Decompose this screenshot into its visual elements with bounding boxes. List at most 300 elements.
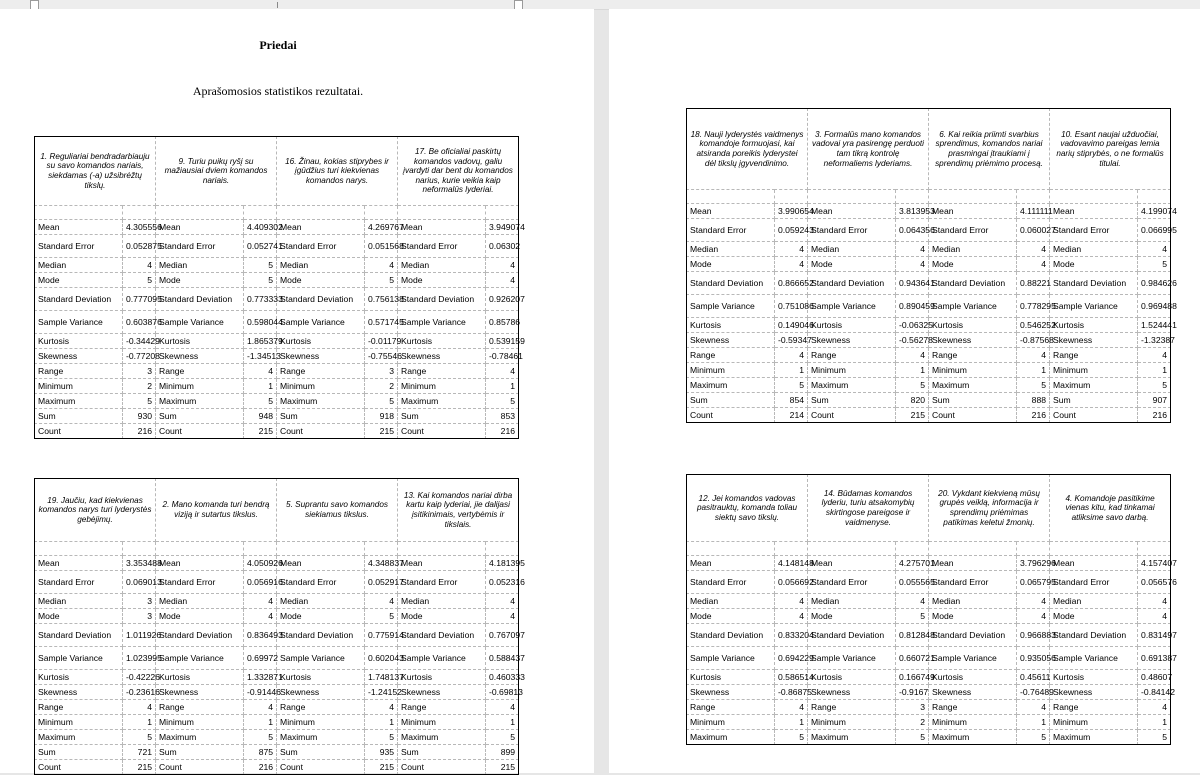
stat-value-cell: 0.598044 [244, 311, 277, 334]
stat-label-cell: Sample Variance [398, 647, 486, 670]
empty-cell [775, 190, 808, 204]
table-row [687, 393, 1171, 408]
stat-value-cell: 4 [365, 258, 398, 273]
column-header: 14. Būdamas komandos lyderiu, turiu atsakomybių skirtingose pareigose ir vaidmenyse. [808, 475, 929, 542]
stat-label-cell: Range [35, 364, 123, 379]
stat-label-cell: Maximum [808, 378, 896, 393]
stat-label-cell: Minimum [277, 379, 365, 394]
stat-value-cell: 4 [1017, 609, 1050, 624]
stat-value-cell: 907 [1138, 393, 1171, 408]
stat-value-cell: 0.056916 [244, 571, 277, 594]
stat-label-cell: Standard Error [35, 571, 123, 594]
stat-value-cell: 930 [123, 409, 156, 424]
stat-label-cell: Kurtosis [398, 670, 486, 685]
table-row [687, 348, 1171, 363]
stat-value-cell: 0.065795 [1017, 571, 1050, 594]
column-header: 16. Žinau, kokias stiprybes ir įgūdžius turi kiekvienas komandos narys. [277, 137, 398, 206]
stat-value-cell: 216 [1017, 408, 1050, 423]
stat-label-cell: Range [929, 700, 1017, 715]
empty-cell [123, 542, 156, 556]
table-row [687, 378, 1171, 393]
stat-label-cell: Minimum [398, 379, 486, 394]
table-header-row [35, 137, 519, 206]
stat-value-cell: 1 [775, 363, 808, 378]
empty-cell [277, 206, 365, 220]
stat-label-cell: Sum [1050, 393, 1138, 408]
stat-label-cell: Mean [929, 204, 1017, 219]
stat-label-cell: Sample Variance [398, 311, 486, 334]
table-spacer-row [687, 542, 1171, 556]
stat-label-cell: Standard Deviation [156, 288, 244, 311]
table-header-row [35, 479, 519, 542]
stat-value-cell: 4 [123, 258, 156, 273]
document-page-2 [609, 9, 1200, 773]
stat-label-cell: Mean [687, 556, 775, 571]
stat-label-cell: Skewness [687, 333, 775, 348]
stat-value-cell: 948 [244, 409, 277, 424]
stat-value-cell: 1 [896, 363, 929, 378]
stat-label-cell: Maximum [1050, 378, 1138, 393]
stat-label-cell: Maximum [929, 730, 1017, 745]
stat-label-cell: Standard Error [687, 571, 775, 594]
empty-cell [244, 206, 277, 220]
stat-label-cell: Sum [156, 409, 244, 424]
stat-label-cell: Mean [156, 220, 244, 235]
stat-label-cell: Minimum [156, 715, 244, 730]
stat-label-cell: Sample Variance [277, 311, 365, 334]
stat-value-cell: 0.06302 [486, 235, 519, 258]
stat-label-cell: Mean [277, 220, 365, 235]
stat-value-cell: 5 [486, 394, 519, 409]
stat-value-cell: 5 [896, 730, 929, 745]
stat-value-cell: 215 [365, 424, 398, 439]
empty-cell [896, 542, 929, 556]
stat-value-cell: 4 [1138, 242, 1171, 257]
stat-label-cell: Sample Variance [929, 295, 1017, 318]
stat-label-cell: Sample Variance [1050, 647, 1138, 670]
tab-stop-marker [277, 2, 278, 8]
stat-label-cell: Maximum [687, 730, 775, 745]
table-spacer-row [687, 190, 1171, 204]
stat-value-cell: 1.748137 [365, 670, 398, 685]
column-header: 20. Vykdant kiekvieną mūsų grupės veiklą, informacija ir sprendimų priėmimas patikimas keletui žmonių. [929, 475, 1050, 542]
stat-label-cell: Minimum [35, 715, 123, 730]
stat-value-cell: -1.32387 [1138, 333, 1171, 348]
empty-cell [687, 542, 775, 556]
stat-value-cell: 4 [1138, 594, 1171, 609]
stat-value-cell: 2 [896, 715, 929, 730]
stat-label-cell: Sum [398, 409, 486, 424]
stat-value-cell: 1 [1017, 363, 1050, 378]
table-row [35, 571, 519, 594]
stat-value-cell: 5 [896, 378, 929, 393]
stat-value-cell: 216 [123, 424, 156, 439]
stat-value-cell: 0.571745 [365, 311, 398, 334]
stat-value-cell: 4 [1138, 348, 1171, 363]
stat-value-cell: 216 [244, 760, 277, 775]
stat-value-cell: 4 [486, 700, 519, 715]
stat-value-cell: 3 [123, 609, 156, 624]
stat-label-cell: Standard Deviation [398, 624, 486, 647]
table-row [35, 685, 519, 700]
stat-value-cell: 0.056692 [775, 571, 808, 594]
stat-label-cell: Sample Variance [35, 311, 123, 334]
stat-value-cell: 0.890459 [896, 295, 929, 318]
stat-label-cell: Range [687, 348, 775, 363]
stat-value-cell: -0.34429 [123, 334, 156, 349]
stat-label-cell: Count [277, 424, 365, 439]
stat-label-cell: Kurtosis [156, 334, 244, 349]
stat-label-cell: Standard Deviation [687, 272, 775, 295]
stat-label-cell: Kurtosis [35, 334, 123, 349]
table-row [35, 745, 519, 760]
stat-label-cell: Skewness [1050, 685, 1138, 700]
table-row [35, 715, 519, 730]
stat-value-cell: 1 [244, 715, 277, 730]
stat-value-cell: 4 [244, 609, 277, 624]
column-header: 10. Esant naujai užduočiai, vadovavimo pareigas lemia narių stiprybės, o ne formalūs titulai. [1050, 109, 1171, 190]
stat-label-cell: Maximum [156, 730, 244, 745]
column-header: 12. Jei komandos vadovas pasitrauktų, komanda toliau siektų savo tikslų. [687, 475, 808, 542]
stat-value-cell: -0.69813 [486, 685, 519, 700]
empty-cell [808, 542, 896, 556]
stat-value-cell: 215 [123, 760, 156, 775]
stat-label-cell: Count [35, 760, 123, 775]
stat-label-cell: Skewness [929, 685, 1017, 700]
stat-label-cell: Median [929, 242, 1017, 257]
stat-value-cell: 2 [123, 379, 156, 394]
stat-label-cell: Count [398, 760, 486, 775]
stat-value-cell: 4 [486, 364, 519, 379]
stat-label-cell: Mode [687, 609, 775, 624]
stat-value-cell: 5 [244, 730, 277, 745]
table-row [35, 409, 519, 424]
stat-value-cell: 5 [244, 273, 277, 288]
stat-label-cell: Standard Error [277, 571, 365, 594]
empty-cell [244, 542, 277, 556]
stat-label-cell: Kurtosis [687, 670, 775, 685]
stat-label-cell: Count [808, 408, 896, 423]
stat-value-cell: -0.77208 [123, 349, 156, 364]
stat-label-cell: Standard Deviation [808, 624, 896, 647]
table-row [35, 220, 519, 235]
stat-label-cell: Minimum [929, 715, 1017, 730]
stat-label-cell: Mode [398, 609, 486, 624]
stat-value-cell: 0.546252 [1017, 318, 1050, 333]
stat-value-cell: 0.588437 [486, 647, 519, 670]
empty-cell [398, 542, 486, 556]
stat-label-cell: Range [929, 348, 1017, 363]
stat-label-cell: Median [687, 594, 775, 609]
stat-label-cell: Standard Error [1050, 571, 1138, 594]
stat-value-cell: -0.23616 [123, 685, 156, 700]
stat-label-cell: Sum [35, 745, 123, 760]
stat-value-cell: 1.524441 [1138, 318, 1171, 333]
stat-label-cell: Sum [687, 393, 775, 408]
stat-label-cell: Mean [35, 220, 123, 235]
stat-value-cell: 4.409302 [244, 220, 277, 235]
stat-value-cell: 0.866652 [775, 272, 808, 295]
stat-value-cell: -0.56278 [896, 333, 929, 348]
empty-cell [896, 190, 929, 204]
stat-value-cell: 4 [775, 594, 808, 609]
table-row [687, 571, 1171, 594]
stat-label-cell: Mode [808, 609, 896, 624]
stat-label-cell: Sum [35, 409, 123, 424]
stat-label-cell: Sample Variance [277, 647, 365, 670]
stat-value-cell: 1 [123, 715, 156, 730]
stat-label-cell: Range [808, 700, 896, 715]
stat-value-cell: 1.023995 [123, 647, 156, 670]
stat-value-cell: 1.332871 [244, 670, 277, 685]
stat-label-cell: Kurtosis [277, 334, 365, 349]
table-row [687, 318, 1171, 333]
stat-label-cell: Minimum [929, 363, 1017, 378]
stat-label-cell: Range [156, 700, 244, 715]
stat-value-cell: 5 [486, 730, 519, 745]
stat-label-cell: Mean [1050, 204, 1138, 219]
stat-value-cell: 0.966883 [1017, 624, 1050, 647]
stat-value-cell: 4 [1138, 700, 1171, 715]
stat-value-cell: 0.069013 [123, 571, 156, 594]
stat-value-cell: 1.865379 [244, 334, 277, 349]
column-header: 6. Kai reikia priimti svarbius sprendimus, komandos nariai prasmingai įtraukiami į sprendimų priėmimo procesą. [929, 109, 1050, 190]
stat-value-cell: 216 [1138, 408, 1171, 423]
stat-value-cell: 5 [244, 258, 277, 273]
stat-label-cell: Mean [398, 220, 486, 235]
stat-label-cell: Mode [929, 609, 1017, 624]
stat-value-cell: 0.602043 [365, 647, 398, 670]
stat-value-cell: -0.06325 [896, 318, 929, 333]
stat-label-cell: Count [929, 408, 1017, 423]
stat-label-cell: Sample Variance [156, 647, 244, 670]
table-row [687, 272, 1171, 295]
stat-value-cell: 3.353488 [123, 556, 156, 571]
stat-label-cell: Median [398, 594, 486, 609]
stat-label-cell: Standard Error [398, 235, 486, 258]
stat-value-cell: 4 [1017, 700, 1050, 715]
stat-label-cell: Sample Variance [929, 647, 1017, 670]
table-header-row [687, 109, 1171, 190]
stat-label-cell: Skewness [277, 685, 365, 700]
column-header: 9. Turiu puikų ryšį su mažiausiai dviem komandos nariais. [156, 137, 277, 206]
table-row [687, 715, 1171, 730]
table-row [35, 394, 519, 409]
stat-value-cell: 0.935056 [1017, 647, 1050, 670]
stat-label-cell: Mode [1050, 609, 1138, 624]
stat-value-cell: 3.949074 [486, 220, 519, 235]
stat-value-cell: 5 [365, 609, 398, 624]
empty-cell [687, 190, 775, 204]
stat-label-cell: Mode [929, 257, 1017, 272]
empty-cell [775, 542, 808, 556]
stat-value-cell: 3.813953 [896, 204, 929, 219]
column-header: 17. Be oficialiai paskirtų komandos vadovų, galiu įvardyti dar bent du komandos narius, kurie veikia kaip neformalūs lyderiai. [398, 137, 519, 206]
column-header: 1. Reguliariai bendradarbiauju su savo komandos nariais, siekdamas (-a) užsibrėžtų tikslų. [35, 137, 156, 206]
stat-label-cell: Standard Deviation [277, 624, 365, 647]
stat-label-cell: Maximum [35, 730, 123, 745]
stat-label-cell: Kurtosis [35, 670, 123, 685]
stat-value-cell: 0.943641 [896, 272, 929, 295]
stat-value-cell: 5 [1138, 730, 1171, 745]
stat-value-cell: 0.69972 [244, 647, 277, 670]
stat-label-cell: Standard Error [1050, 219, 1138, 242]
stat-label-cell: Kurtosis [277, 670, 365, 685]
stat-value-cell: 0.85786 [486, 311, 519, 334]
stat-value-cell: 3 [896, 700, 929, 715]
stat-value-cell: 0.066995 [1138, 219, 1171, 242]
stat-label-cell: Skewness [929, 333, 1017, 348]
stat-value-cell: 0.691387 [1138, 647, 1171, 670]
stat-label-cell: Median [35, 258, 123, 273]
stat-value-cell: 0.059243 [775, 219, 808, 242]
stat-label-cell: Minimum [808, 363, 896, 378]
table-row [687, 685, 1171, 700]
stat-label-cell: Sample Variance [687, 647, 775, 670]
table-spacer-row [35, 542, 519, 556]
stat-label-cell: Count [1050, 408, 1138, 423]
stat-label-cell: Mean [929, 556, 1017, 571]
stat-label-cell: Mean [277, 556, 365, 571]
table-row [687, 556, 1171, 571]
stat-value-cell: -0.42226 [123, 670, 156, 685]
stat-value-cell: 0.48607 [1138, 670, 1171, 685]
stat-label-cell: Mode [35, 609, 123, 624]
stat-value-cell: 0.060027 [1017, 219, 1050, 242]
stat-value-cell: 721 [123, 745, 156, 760]
stat-label-cell: Skewness [398, 685, 486, 700]
page-heading: Priedai [259, 38, 297, 52]
stat-label-cell: Standard Deviation [1050, 272, 1138, 295]
table-row [35, 311, 519, 334]
stat-value-cell: 4 [123, 700, 156, 715]
stat-value-cell: 4 [1138, 609, 1171, 624]
stat-label-cell: Median [808, 242, 896, 257]
stat-label-cell: Median [929, 594, 1017, 609]
stat-label-cell: Minimum [687, 715, 775, 730]
stat-label-cell: Range [1050, 348, 1138, 363]
stat-label-cell: Kurtosis [1050, 670, 1138, 685]
stat-value-cell: 2 [365, 379, 398, 394]
empty-cell [398, 206, 486, 220]
stat-label-cell: Range [277, 700, 365, 715]
stat-label-cell: Minimum [808, 715, 896, 730]
table-row [687, 204, 1171, 219]
stat-label-cell: Sum [398, 745, 486, 760]
stat-label-cell: Mode [156, 609, 244, 624]
empty-cell [929, 190, 1017, 204]
stat-label-cell: Standard Deviation [929, 272, 1017, 295]
stat-label-cell: Standard Deviation [929, 624, 1017, 647]
empty-cell [1138, 542, 1171, 556]
stat-value-cell: 0.660721 [896, 647, 929, 670]
stat-label-cell: Standard Error [156, 571, 244, 594]
stat-value-cell: 0.603876 [123, 311, 156, 334]
stat-value-cell: 853 [486, 409, 519, 424]
stat-value-cell: 4.111111 [1017, 204, 1050, 219]
stat-label-cell: Minimum [35, 379, 123, 394]
stat-label-cell: Median [277, 594, 365, 609]
stats-table-3 [686, 108, 1177, 423]
stat-label-cell: Count [687, 408, 775, 423]
stat-label-cell: Sample Variance [687, 295, 775, 318]
stat-label-cell: Mode [35, 273, 123, 288]
stat-value-cell: 4.157407 [1138, 556, 1171, 571]
stat-label-cell: Median [156, 258, 244, 273]
stat-label-cell: Standard Deviation [156, 624, 244, 647]
stat-value-cell: 0.052316 [486, 571, 519, 594]
stat-value-cell: 0.052917 [365, 571, 398, 594]
stat-label-cell: Standard Error [398, 571, 486, 594]
stat-label-cell: Median [808, 594, 896, 609]
stat-label-cell: Sum [808, 393, 896, 408]
stat-value-cell: 1 [486, 715, 519, 730]
stat-value-cell: 1 [775, 715, 808, 730]
stat-label-cell: Skewness [35, 349, 123, 364]
table-row [35, 594, 519, 609]
stat-value-cell: 4 [775, 348, 808, 363]
table-row [35, 424, 519, 439]
stat-label-cell: Standard Error [35, 235, 123, 258]
empty-cell [929, 542, 1017, 556]
page-subheading: Aprašomosios statistikos rezultatai. [192, 84, 364, 98]
column-header: 5. Suprantu savo komandos siekiamus tikslus. [277, 479, 398, 542]
stat-value-cell: 215 [365, 760, 398, 775]
stat-value-cell: 214 [775, 408, 808, 423]
stat-value-cell: 4 [365, 594, 398, 609]
table-row [687, 730, 1171, 745]
empty-cell [1138, 190, 1171, 204]
empty-cell [1050, 542, 1138, 556]
stat-label-cell: Mean [156, 556, 244, 571]
stat-label-cell: Maximum [398, 394, 486, 409]
table-row [687, 624, 1171, 647]
column-header: 2. Mano komanda turi bendrą viziją ir sutartus tikslus. [156, 479, 277, 542]
stat-label-cell: Sample Variance [808, 647, 896, 670]
stat-label-cell: Skewness [156, 349, 244, 364]
stat-value-cell: 5 [1017, 378, 1050, 393]
table-row [687, 609, 1171, 624]
stat-value-cell: -0.86875 [775, 685, 808, 700]
stat-value-cell: 0.778295 [1017, 295, 1050, 318]
stat-label-cell: Standard Deviation [1050, 624, 1138, 647]
stat-value-cell: 854 [775, 393, 808, 408]
stat-label-cell: Sample Variance [808, 295, 896, 318]
stat-value-cell: -0.91446 [244, 685, 277, 700]
stat-label-cell: Standard Deviation [808, 272, 896, 295]
stat-value-cell: 4 [1017, 242, 1050, 257]
stat-label-cell: Sum [156, 745, 244, 760]
stat-label-cell: Maximum [1050, 730, 1138, 745]
stat-label-cell: Count [398, 424, 486, 439]
stat-label-cell: Median [687, 242, 775, 257]
stat-value-cell: 0.45611 [1017, 670, 1050, 685]
stat-value-cell: 4.348837 [365, 556, 398, 571]
stat-label-cell: Count [35, 424, 123, 439]
stat-value-cell: 4.305556 [123, 220, 156, 235]
stat-label-cell: Standard Deviation [35, 624, 123, 647]
stat-value-cell: 4.199074 [1138, 204, 1171, 219]
stat-value-cell: -0.01179 [365, 334, 398, 349]
stat-label-cell: Standard Error [687, 219, 775, 242]
stat-value-cell: 5 [775, 730, 808, 745]
column-header: 13. Kai komandos nariai dirba kartu kaip lyderiai, jie dalijasi įsitikinimais, vertybėmis ir tikslais. [398, 479, 519, 542]
stat-label-cell: Maximum [156, 394, 244, 409]
table-header-row [687, 475, 1171, 542]
stat-value-cell: 5 [365, 730, 398, 745]
stat-value-cell: 0.052875 [123, 235, 156, 258]
stat-value-cell: 1.011926 [123, 624, 156, 647]
